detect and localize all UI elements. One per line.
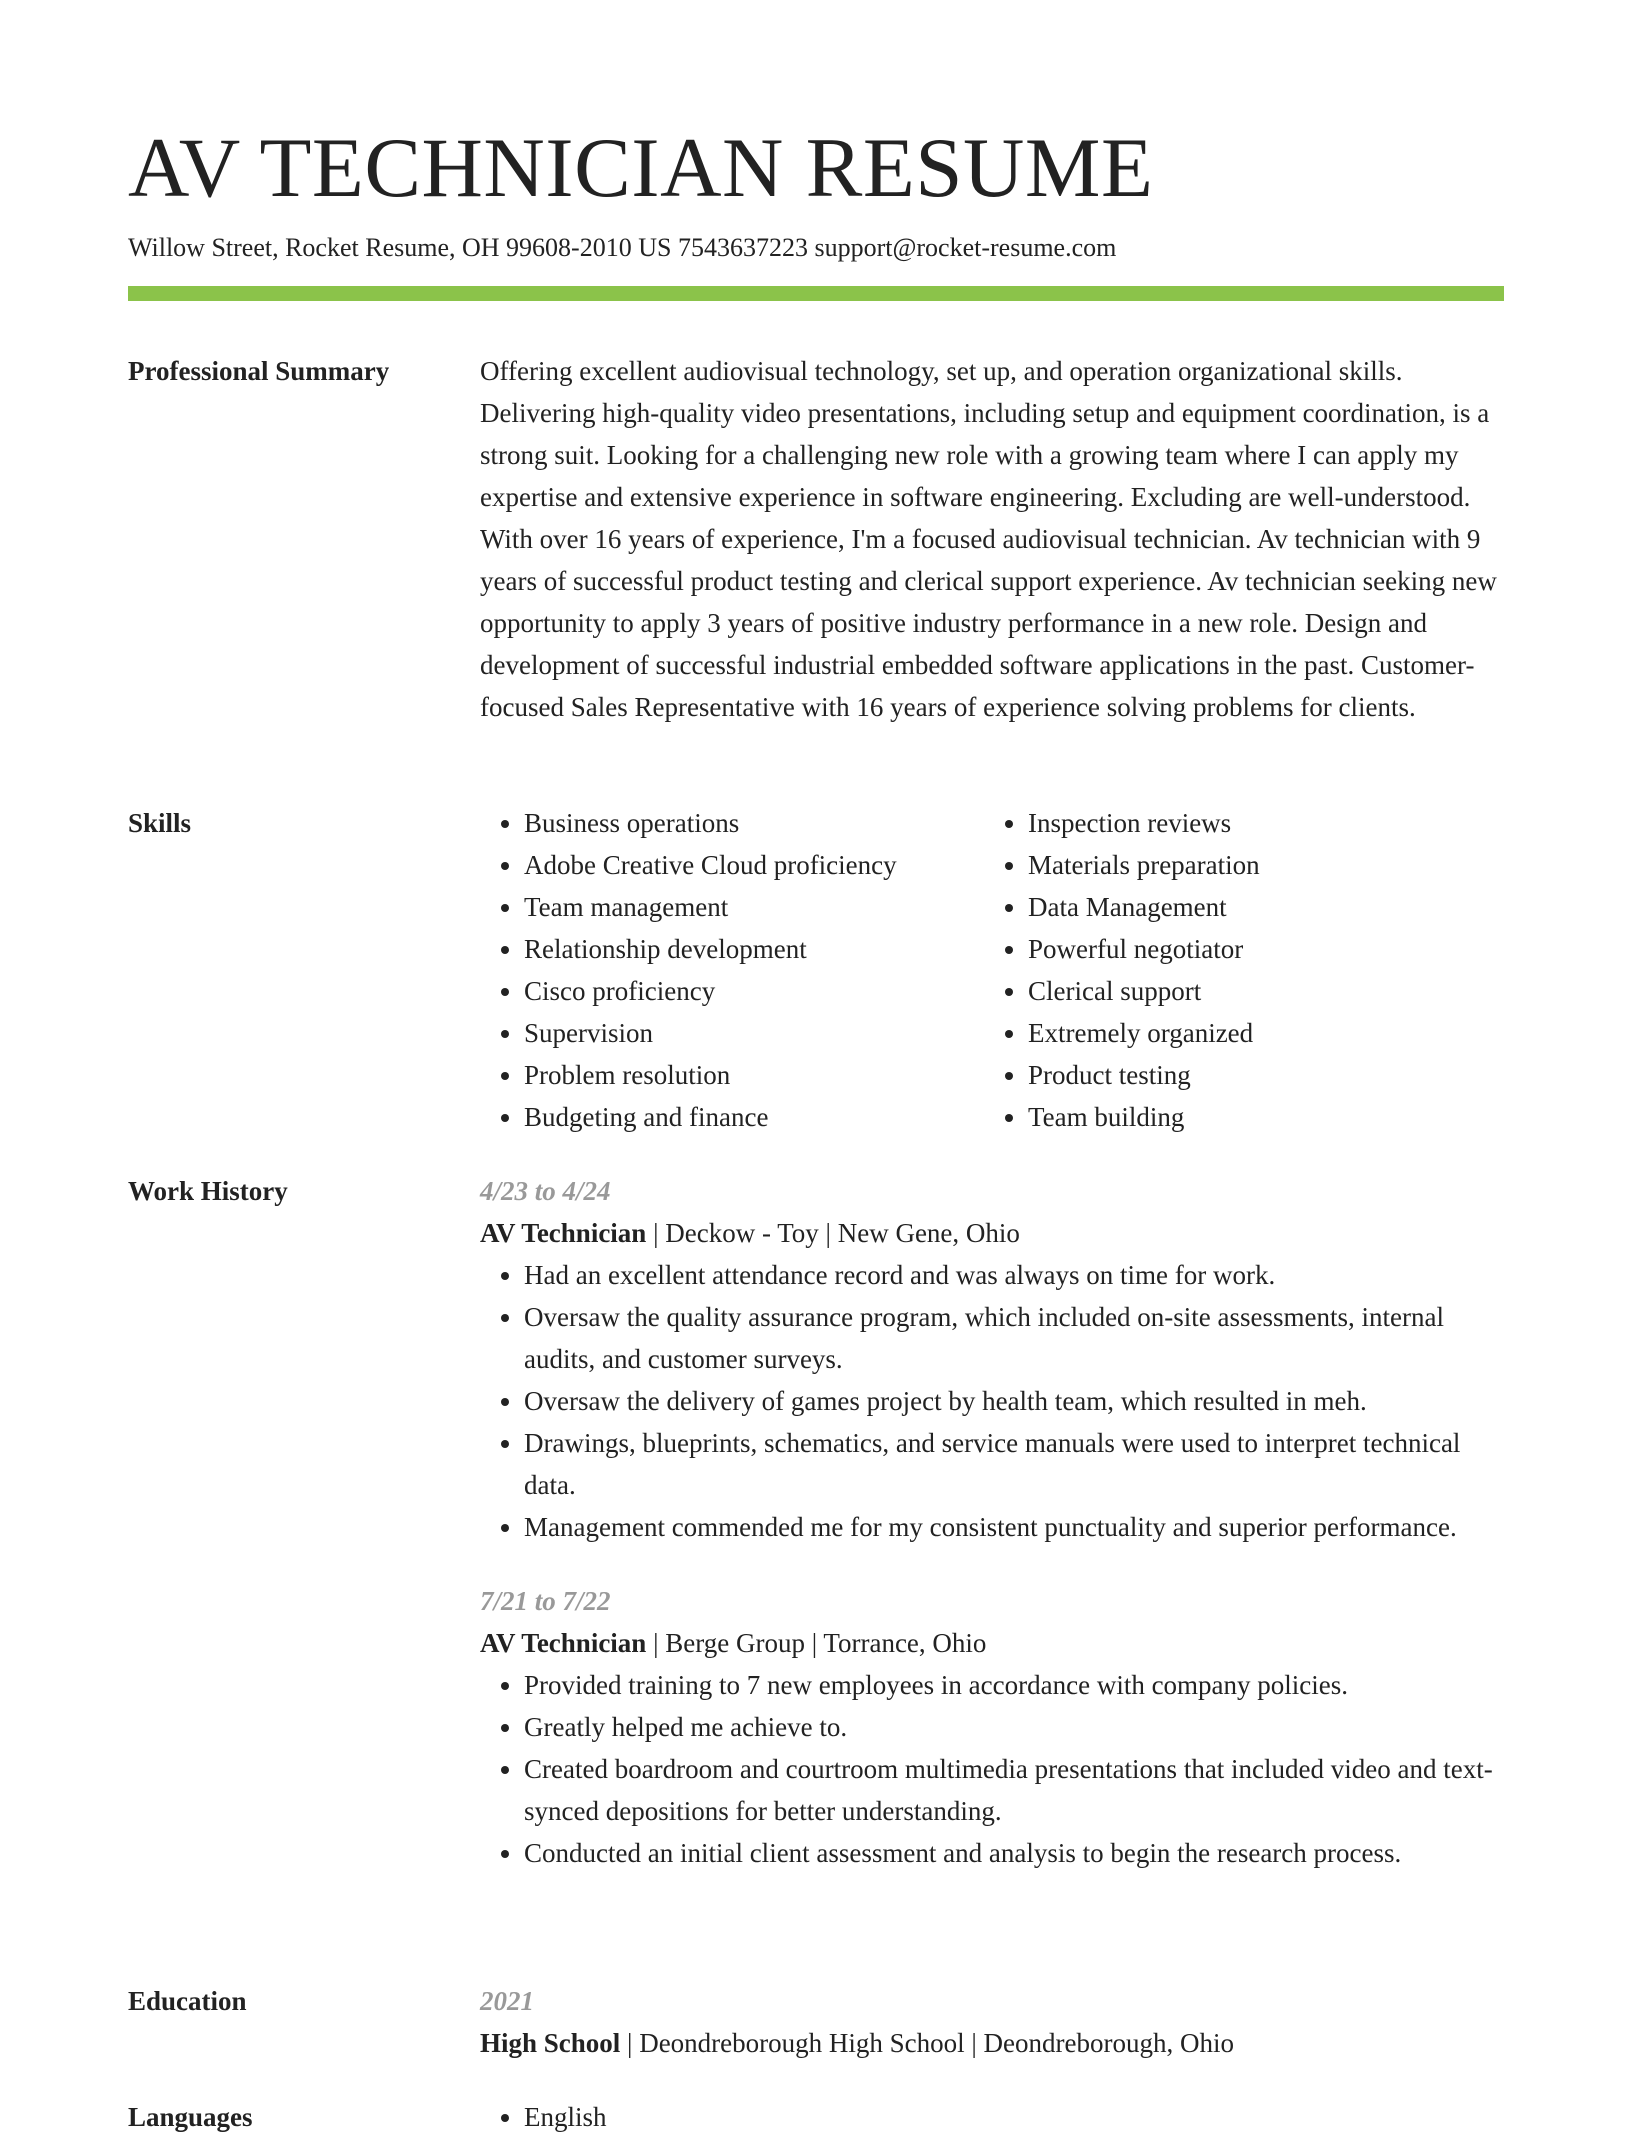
skills-list-right	[984, 802, 1488, 1138]
work-history-body	[480, 1170, 1504, 1874]
skill-item: • Budgeting and finance	[524, 1096, 984, 1138]
skill-item: • Extremely organized	[1028, 1012, 1488, 1054]
job-duties-list	[480, 1254, 1504, 1548]
language-item: • English	[524, 2096, 1504, 2138]
job-entry	[480, 1170, 1504, 1548]
skill-item: • Materials preparation	[1028, 844, 1488, 886]
languages-body	[480, 2096, 1504, 2138]
summary-body	[480, 350, 1504, 728]
resume-title: AV TECHNICIAN RESUME	[128, 121, 1154, 215]
languages-list	[480, 2096, 1504, 2138]
job-duty: • Provided training to 7 new employees in accordance with company policies.	[524, 1664, 1504, 1706]
skill-item: • Inspection reviews	[1028, 802, 1488, 844]
skill-item: • Data Management	[1028, 886, 1488, 928]
skills-column-left	[480, 802, 984, 1138]
skills-columns	[480, 802, 1504, 1138]
skill-item: • Supervision	[524, 1012, 984, 1054]
job-duty: • Management commended me for my consistent punctuality and superior performance.	[524, 1506, 1504, 1548]
job-duty: • Oversaw the delivery of games project by health team, which resulted in meh.	[524, 1380, 1504, 1422]
education-degree: High School	[480, 2028, 621, 2058]
skill-item: • Relationship development	[524, 928, 984, 970]
skill-item: • Problem resolution	[524, 1054, 984, 1096]
education-year: 2021	[480, 1986, 534, 2016]
job-heading	[480, 1212, 1504, 1254]
accent-rule	[128, 286, 1504, 301]
work-history-heading: Work History	[128, 1176, 288, 1206]
job-details: | Berge Group | Torrance, Ohio	[646, 1628, 987, 1658]
job-duty: • Had an excellent attendance record and was always on time for work.	[524, 1254, 1504, 1296]
education-details: | Deondreborough High School | Deondreborough, Ohio	[620, 2028, 1235, 2058]
skills-list-left	[480, 802, 984, 1138]
job-title: AV Technician	[480, 1628, 647, 1658]
job-duty: • Drawings, blueprints, schematics, and service manuals were used to interpret technical data.	[524, 1422, 1504, 1506]
summary-heading: Professional Summary	[128, 356, 390, 386]
education-body	[480, 1980, 1504, 2064]
job-duty: • Greatly helped me achieve to.	[524, 1706, 1504, 1748]
job-duty: • Oversaw the quality assurance program, which included on-site assessments, internal audits, and customer surveys.	[524, 1296, 1504, 1380]
skill-item: • Clerical support	[1028, 970, 1488, 1012]
skill-item: • Powerful negotiator	[1028, 928, 1488, 970]
skill-item: • Product testing	[1028, 1054, 1488, 1096]
skills-column-right	[984, 802, 1488, 1138]
job-duty: • Conducted an initial client assessment and analysis to begin the research process.	[524, 1832, 1504, 1874]
job-details: | Deckow - Toy | New Gene, Ohio	[646, 1218, 1020, 1248]
job-duty: • Created boardroom and courtroom multimedia presentations that included video and text-synced depositions for better understanding.	[524, 1748, 1504, 1832]
skills-body	[480, 802, 1504, 1138]
skill-item: • Cisco proficiency	[524, 970, 984, 1012]
job-duties-list	[480, 1664, 1504, 1874]
job-heading	[480, 1622, 1504, 1664]
job-entry	[480, 1580, 1504, 1874]
skills-heading: Skills	[128, 808, 192, 838]
education-heading: Education	[128, 1986, 247, 2016]
job-dates: 4/23 to 4/24	[480, 1176, 611, 1206]
education-heading-line	[480, 2022, 1504, 2064]
skill-item: • Adobe Creative Cloud proficiency	[524, 844, 984, 886]
job-title: AV Technician	[480, 1218, 647, 1248]
skill-item: • Team building	[1028, 1096, 1488, 1138]
summary-text: Offering excellent audiovisual technology, set up, and operation organizational skills. Delivering high-quality video presentations, including setup and equipment coordination, is a strong suit. Looking for a challenging new role with a growing team where I can apply my expertise and extensive experience in software engineering. Excluding are well-understood. With over 16 years of experience, I'm a focused audiovisual technician. Av technician with 9 years of successful product testing and clerical support experience. Av technician seeking new opportunity to apply 3 years of positive industry performance in a new role. Design and development of successful industrial embedded software applications in the past. Customer-focused Sales Representative with 16 years of experience solving problems for clients.	[480, 356, 1497, 722]
languages-heading: Languages	[128, 2102, 253, 2132]
skill-item: • Business operations	[524, 802, 984, 844]
contact-info: Willow Street, Rocket Resume, OH 99608-2010 US 7543637223 support@rocket-resume.com	[128, 233, 1117, 262]
job-dates: 7/21 to 7/22	[480, 1586, 611, 1616]
skill-item: • Team management	[524, 886, 984, 928]
